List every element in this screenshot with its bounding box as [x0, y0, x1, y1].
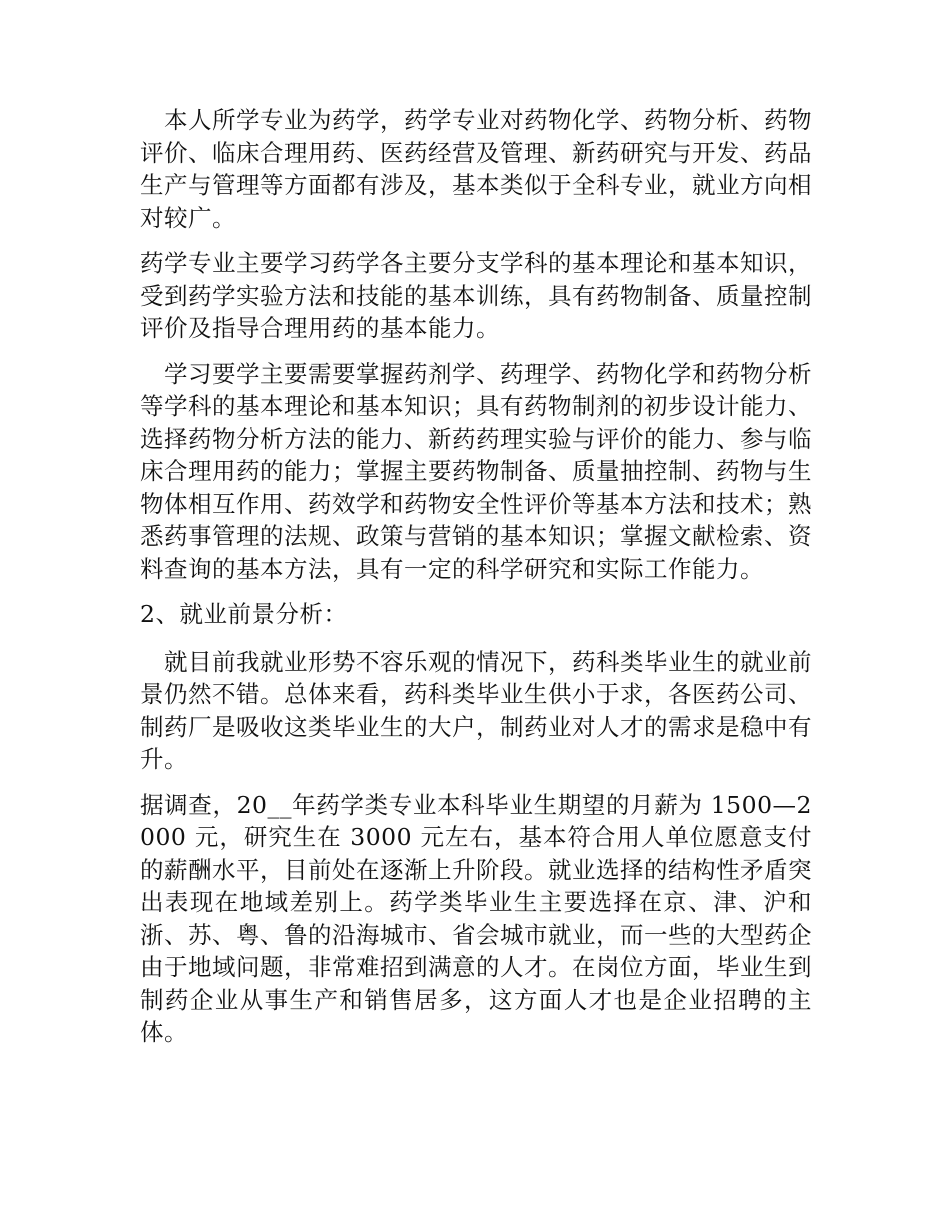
paragraph-skills: 学习要学主要需要掌握药剂学、药理学、药物化学和药物分析等学科的基本理论和基本知识；具有药物制剂的初步设计能力、选择药物分析方法的能力、新药药理实验与评价的能力、参与临床合理用药的能力；掌握主要药物制备、质量抽控制、药物与生物体相互作用、药效学和药物安全性评价等基本方法和技术；熟悉药事管理的法规、政策与营销的基本知识；掌握文献检索、资料查询的基本方法，具有一定的科学研究和实际工作能力。: [140, 359, 812, 583]
paragraph-salary-survey: 据调查，20__年药学类专业本科毕业生期望的月薪为 1500—2000 元，研究生在 3000 元左右，基本符合用人单位愿意支付的薪酬水平，目前处在逐渐上升阶段。就业选择的结构性矛盾突出表现在地域差别上。药学类毕业生主要选择在京、津、沪和浙、苏、粤、鲁的沿海城市、省会城市就业，而一些的大型药企由于地域问题，非常难招到满意的人才。在岗位方面，毕业生到制药企业从事生产和销售居多，这方面人才也是企业招聘的主体。: [140, 790, 812, 1046]
document-page: [140, 104, 812, 1062]
paragraph-study-content: 药学专业主要学习药学各主要分支学科的基本理论和基本知识，受到药学实验方法和技能的基本训练，具有药物制备、质量控制评价及指导合理用药的基本能力。: [140, 249, 812, 342]
paragraph-major-intro: 本人所学专业为药学，药学专业对药物化学、药物分析、药物评价、临床合理用药、医药经营及管理、新药研究与开发、药品生产与管理等方面都有涉及，基本类似于全科专业，就业方向相对较广。: [140, 106, 812, 232]
section-heading-employment-prospects: 2、就业前景分析：: [140, 600, 348, 628]
paragraph-employment-outlook: 就目前我就业形势不容乐观的情况下，药科类毕业生的就业前景仍然不错。总体来看，药科类毕业生供小于求，各医药公司、制药厂是吸收这类毕业生的大户，制药业对人才的需求是稳中有升。: [140, 647, 812, 773]
